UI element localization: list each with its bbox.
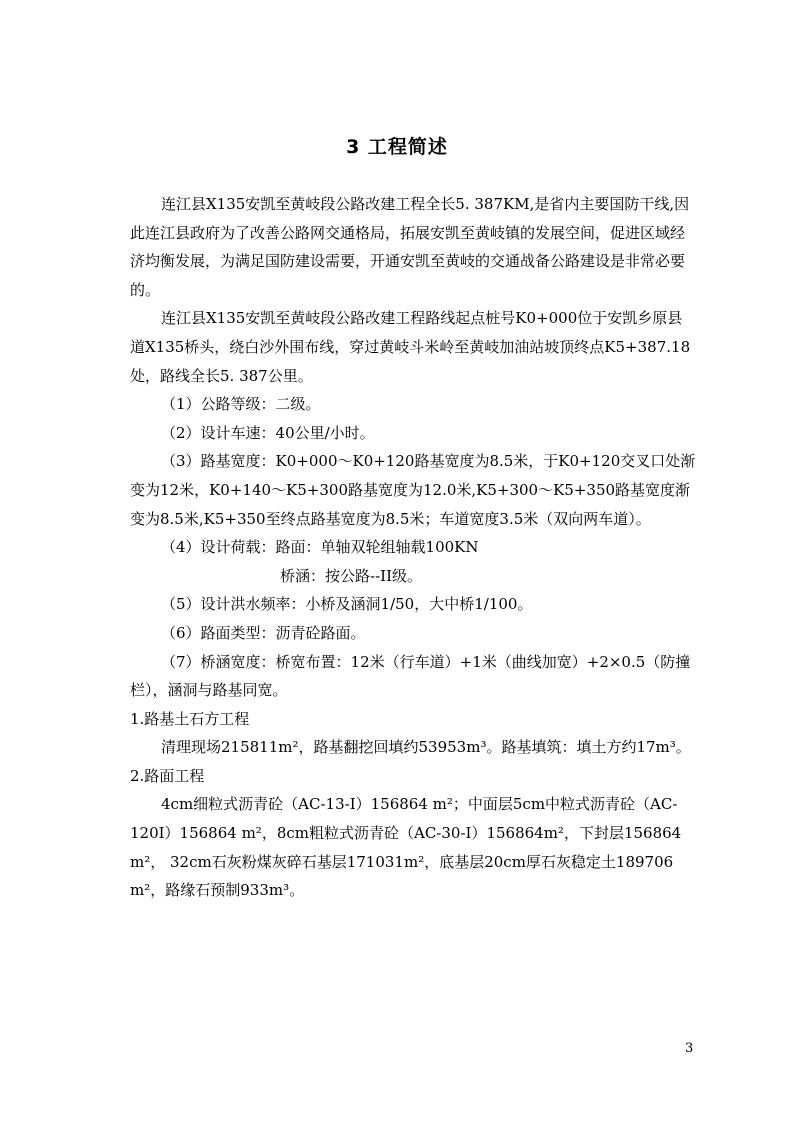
- item-subgrade-width: （3）路基宽度：K0+000～K0+120路基宽度为8.5米，于K0+120交叉口处渐变为12米，K0+140～K5+300路基宽度为12.0米,K5+300～K5+350路基宽度渐变为8.5米,K5+350至终点路基宽度为8.5米；车道宽度3.5米（双向两车道）。: [130, 452, 696, 528]
- item-road-grade: （1）公路等级：二级。: [161, 395, 321, 414]
- paragraph-overview: 连江县X135安凯至黄岐段公路改建工程全长5. 387KM,是省内主要国防干线,因此连江县政府为了改善公路网交通格局，拓展安凯至黄岐镇的发展空间，促进区域经济均衡发展，为满足国防建设需要，开通安凯至黄岐的交通战备公路建设是非常必要的。: [130, 195, 690, 299]
- section-title: 3 工程简述: [346, 136, 448, 158]
- body-text: [130, 190, 696, 905]
- heading-earthwork: 1.路基土石方工程: [130, 709, 250, 728]
- item-design-load: （4）设计荷载：路面：单轴双轮组轴载100KN: [161, 538, 479, 557]
- item-design-load-bridge: 桥涵：按公路--II级。: [280, 566, 422, 585]
- item-flood-frequency: （5）设计洪水频率：小桥及涵洞1/50，大中桥1/100。: [161, 595, 533, 614]
- paragraph-earthwork: 清理现场215811m²，路基翻挖回填约53953m³。路基填筑：填土方约17m³。: [161, 738, 691, 757]
- heading-pavement: 2.路面工程: [130, 766, 205, 785]
- paragraph-pavement: 4cm细粒式沥青砼（AC-13-I）156864 m²；中面层5cm中粒式沥青砼（AC-120I）156864 m²，8cm粗粒式沥青砼（AC-30-I）156864m²，下封层156864 m²， 32cm石灰粉煤灰碎石基层171031m²，底基层20cm厚石灰稳定土189706 m²，路缘石预制933m³。: [130, 795, 682, 900]
- page-number: 3: [685, 1041, 694, 1056]
- item-design-speed: （2）设计车速：40公里/小时。: [161, 423, 375, 442]
- paragraph-route: 连江县X135安凯至黄岐段公路改建工程路线起点桩号K0+000位于安凯乡原县道X135桥头，绕白沙外围布线，穿过黄岐斗米岭至黄岐加油站坡顶终点K5+387.18处，路线全长5. 387公里。: [130, 309, 691, 385]
- item-bridge-width: （7）桥涵宽度：桥宽布置：12米（行车道）+1米（曲线加宽）+2×0.5（防撞栏），涵洞与路基同宽。: [130, 652, 691, 700]
- item-pavement-type: （6）路面类型：沥青砼路面。: [161, 623, 366, 642]
